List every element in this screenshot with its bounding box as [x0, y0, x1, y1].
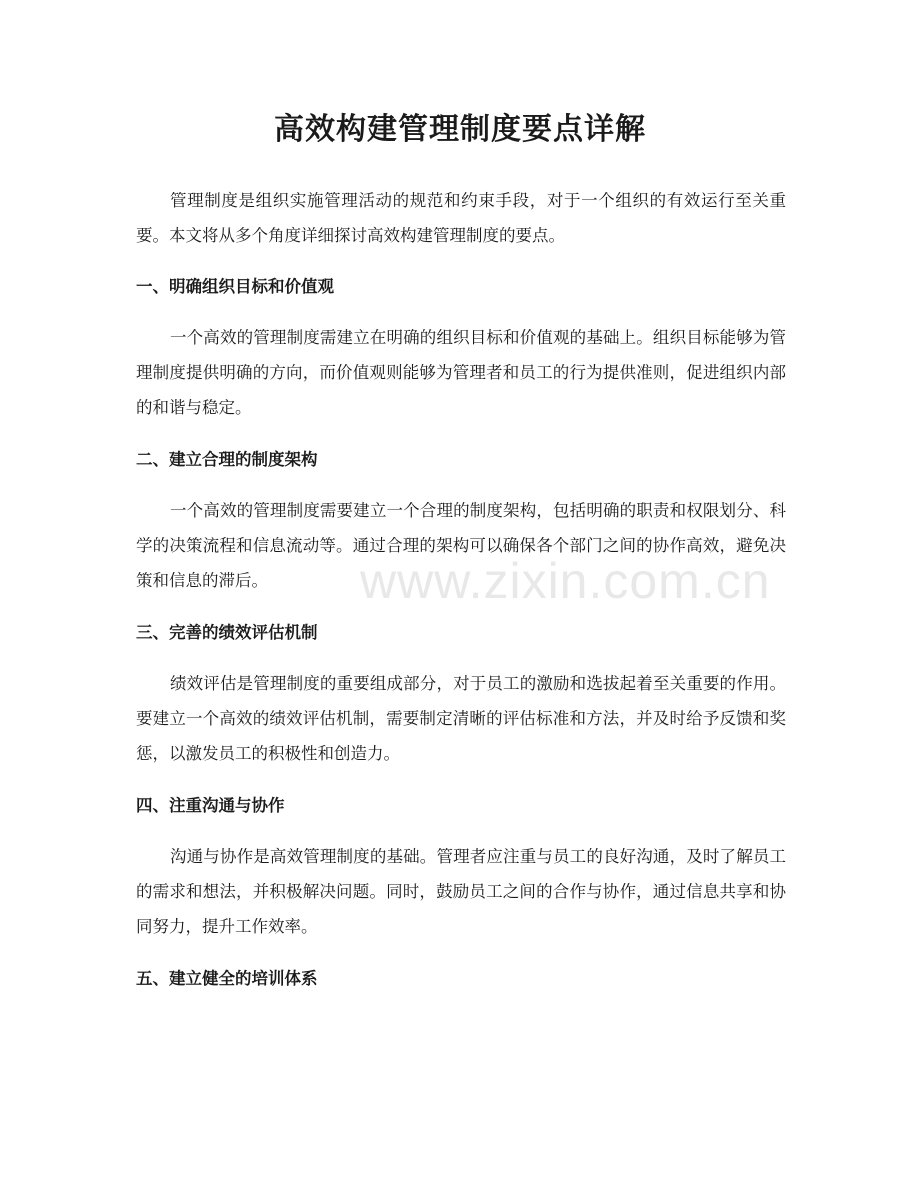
section-2-heading: 二、建立合理的制度架构 — [136, 450, 318, 469]
section-1-body: 一个高效的管理制度需建立在明确的组织目标和价值观的基础上。组织目标能够为管理制度提供明确的方向，而价值观则能够为管理者和员工的行为提供准则，促进组织内部的和谐与稳定。 — [136, 328, 786, 417]
document-title: 高效构建管理制度要点详解 — [274, 112, 646, 147]
section-1-heading: 一、明确组织目标和价值观 — [136, 277, 334, 296]
watermark: www.zixin.com.cn — [360, 553, 771, 609]
section-3-body: 绩效评估是管理制度的重要组成部分，对于员工的激励和选拔起着至关重要的作用。要建立一个高效的绩效评估机制，需要制定清晰的评估标准和方法，并及时给予反馈和奖惩，以激发员工的积极性和创造力。 — [136, 674, 786, 763]
section-4-body: 沟通与协作是高效管理制度的基础。管理者应注重与员工的良好沟通，及时了解员工的需求和想法，并积极解决问题。同时，鼓励员工之间的合作与协作，通过信息共享和协同努力，提升工作效率。 — [136, 847, 786, 936]
section-4-heading: 四、注重沟通与协作 — [136, 796, 285, 815]
section-3-heading: 三、完善的绩效评估机制 — [136, 623, 318, 642]
section-2-body: 一个高效的管理制度需要建立一个合理的制度架构，包括明确的职责和权限划分、科学的决策流程和信息流动等。通过合理的架构可以确保各个部门之间的协作高效，避免决策和信息的滞后。 — [136, 501, 786, 590]
intro-paragraph: 管理制度是组织实施管理活动的规范和约束手段，对于一个组织的有效运行至关重要。本文将从多个角度详细探讨高效构建管理制度的要点。 — [136, 191, 786, 245]
section-5-heading: 五、建立健全的培训体系 — [136, 969, 318, 988]
